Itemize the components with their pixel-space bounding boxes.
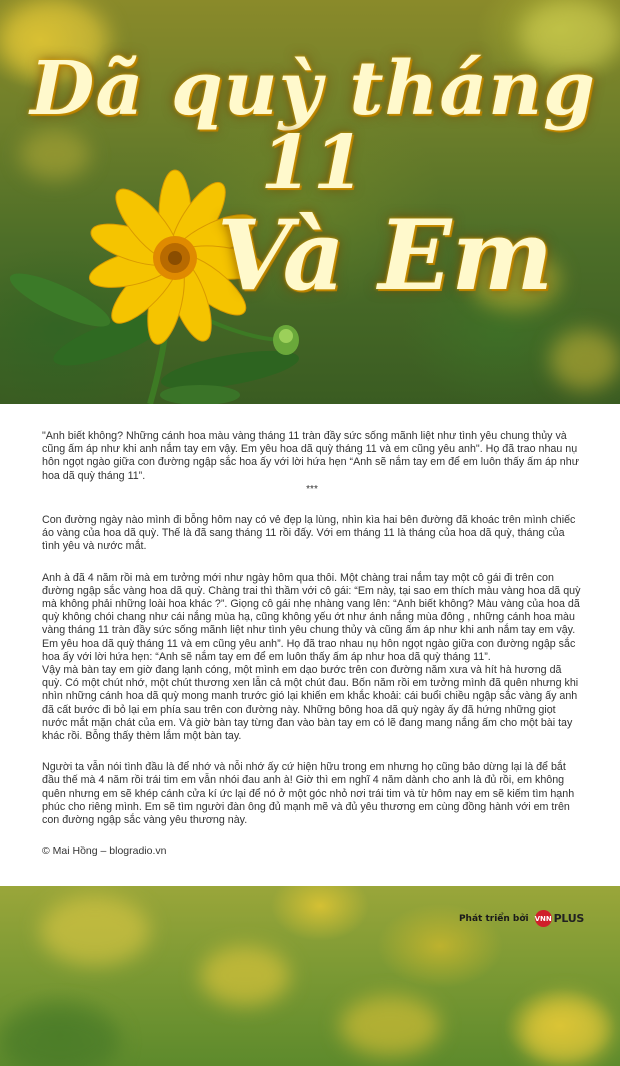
hero-title [0,46,620,312]
bokeh-green [0,1006,120,1066]
vnnplus-logo[interactable] [535,910,584,927]
developer-credit[interactable] [459,910,584,927]
bokeh-yellow [520,996,610,1066]
article-body [42,430,582,858]
vnn-logo-icon: VNN [535,910,552,927]
developed-by-label: Phát triển bởi [458,913,529,924]
article-paragraph: Vậy mà bàn tay em giờ đang lạnh cóng, một mình em dạo bước trên con đường năm xưa và hít hà hương dã quỳ. Có một chút nhớ, một chút thương xen lẫn cả một chút đau. Bốn năm rồi em tưởng mình đã quên nhưng khi nhìn những cánh hoa dã quỳ mong manh trước gió lại khiến em khắc khoải: cái buổi chiều ngập sắc vàng ấy anh đã cất bước đi bỏ lại em phía sau trên con đường này. Những bông hoa dã quỳ ngày ấy đã hứng những giọt nước mắt mặn chát của em. Và giờ bàn tay từng đan vào bàn tay em có lẽ đang mang nắng ấm cho một bài tay khác rồi. Bỗng thấy thèm lắm một bàn tay. [42,664,579,743]
footer-banner [0,886,620,1066]
bokeh-yellow [200,946,290,1006]
article-paragraph: Con đường ngày nào mình đi bỗng hôm nay có vẻ đẹp lạ lùng, nhìn kìa hai bên đường đã khoác trên mình chiếc áo vàng của hoa dã quỳ. Thế là đã sang tháng 11 rồi đấy. Với em tháng 11 là tháng của hoa dã quỳ, tháng của tình yêu và nước mắt. [42,514,576,553]
hero-banner [0,0,620,404]
hero-title-line1: Dã quỳ tháng 11 [30,46,596,206]
article-paragraph-intro: "Anh biết không? Những cánh hoa màu vàng tháng 11 tràn đầy sức sống mãnh liệt như tình yêu chung thủy và cũng ấm áp như khi anh nắm tay em vậy. Em yêu hoa dã quỳ tháng 11 và em cũng yêu anh". Họ đã trao nhau nụ hôn ngọt ngào giữa con đường ngập sắc hoa ấy với lời hứa hẹn “Anh sẽ nắm tay em để em luôn thấy ấm áp như hoa dã quỳ tháng 11”. [42,430,579,482]
bokeh-yellow [340,996,440,1056]
bokeh-yellow [40,896,150,966]
plus-logo-text: PLUS [553,912,584,925]
section-separator: *** [306,483,318,495]
article-credit: © Mai Hồng – blogradio.vn [42,845,167,858]
hero-title-line2: Và Em [216,199,554,312]
article-paragraph: Người ta vẫn nói tình đầu là để nhớ và nỗi nhớ ấy cứ hiện hữu trong em nhưng họ cũng bảo dừng lại là để bắt đầu thế mà 4 năm rồi trái tim em vẫn nhói đau anh à! Giờ thì em nghĩ 4 năm dành cho anh là đủ rồi, em không quên nhưng em sẽ khép cánh cửa kí ức lại để nó ở một góc nhỏ nơi trái tim và từ hôm nay em sẽ kiếm tìm hạnh phúc cho riêng mình. Em sẽ tìm người đàn ông đủ mạnh mẽ và đủ yêu thương em cùng đồng hành với em trên con đường ngập sắc vàng yêu thương này. [42,761,575,827]
article-paragraph: Anh à đã 4 năm rồi mà em tưởng mới như ngày hôm qua thôi. Một chàng trai nắm tay một cô gái đi trên con đường ngập sắc vàng hoa dã quỳ. Chàng trai thì thầm với cô gái: “Em này, tại sao em thích màu vàng hoa dã quỳ mà không phải những loài hoa khác ?”. Giọng cô gái nhẹ nhàng vang lên: “Anh biết không? Màu vàng của hoa dã quỳ không chói chang như cái nắng mùa hạ, cũng không yếu ớt như ánh nắng mùa đông , những cánh hoa màu vàng tháng 11 tràn đầy sức sống mãnh liệt như tình yêu chung thủy và cũng ấm áp như khi anh nắm tay em vậy. Em yêu hoa dã quỳ tháng 11 và em cũng yêu anh”. Họ đã trao nhau nụ hôn ngọt ngào giữa con đường ngập sắc hoa ấy với lời hứa hẹn: “Anh sẽ nắm tay em để em luôn thấy ấm áp như hoa dã quỳ tháng 11”. [42,571,581,663]
